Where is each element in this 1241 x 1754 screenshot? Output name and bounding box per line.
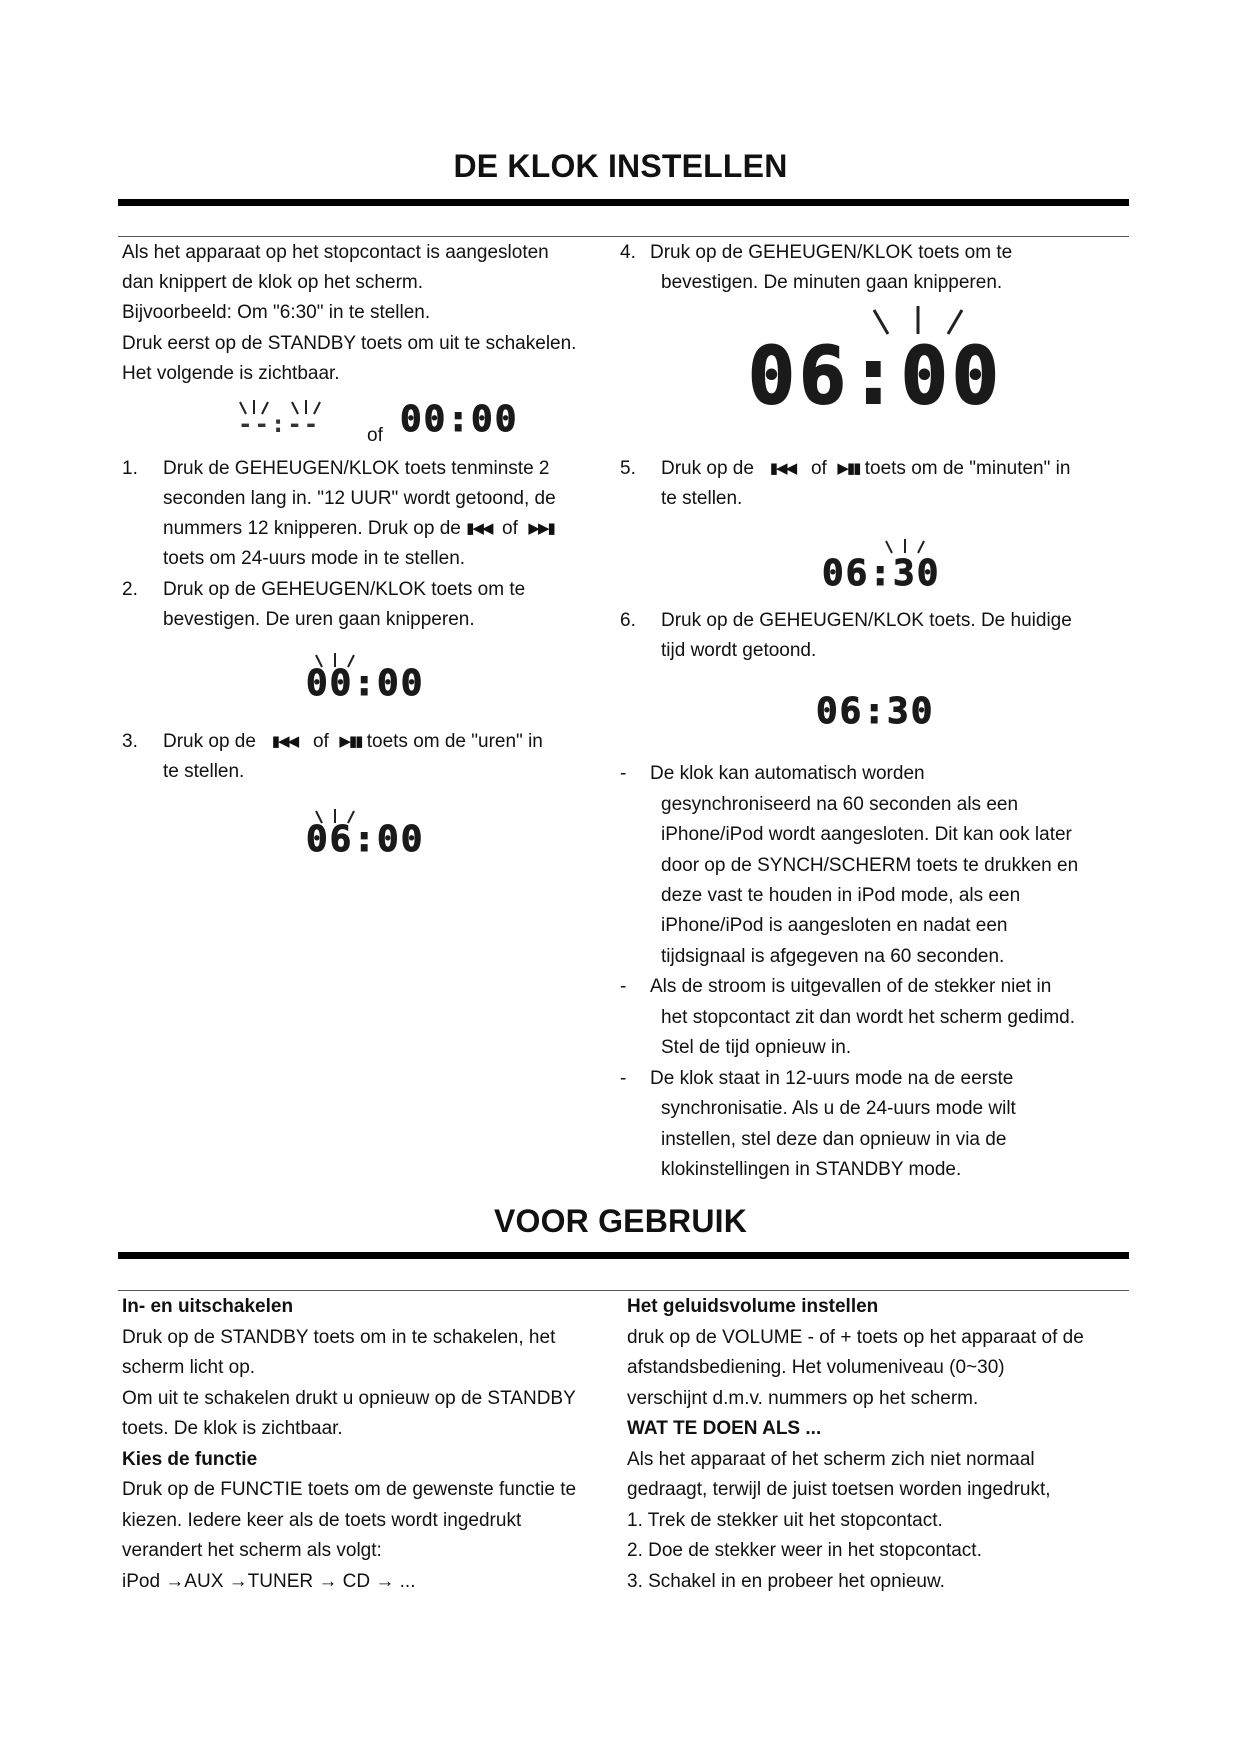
note-dash: - xyxy=(620,1068,627,1089)
step3-text: Druk op de xyxy=(163,731,256,752)
note-line: iPhone/iPod wordt aangesloten. Dit kan ook later xyxy=(661,824,1072,845)
step3-line xyxy=(163,730,543,754)
note-line: door op de SYNCH/SCHERM toets te drukken en xyxy=(661,855,1079,876)
step1-line: toets om 24-uurs mode in te stellen. xyxy=(163,548,466,569)
para-line: verschijnt d.m.v. nummers op het scherm. xyxy=(627,1388,979,1409)
heading-troubleshoot: WAT TE DOEN ALS ... xyxy=(627,1418,822,1439)
note-dash: - xyxy=(620,976,627,997)
note-line: De klok kan automatisch worden xyxy=(650,763,925,784)
note-line: De klok staat in 12-uurs mode na de eerste xyxy=(650,1068,1014,1089)
step4-line: bevestigen. De minuten gaan knipperen. xyxy=(661,272,1003,293)
para-line: Als het apparaat of het scherm zich niet normaal xyxy=(627,1449,1035,1470)
play-pause-icon: ▶▮▮ xyxy=(837,460,860,477)
step2-line: Druk op de GEHEUGEN/KLOK toets om te xyxy=(163,579,526,600)
step1-line xyxy=(163,517,554,541)
step4-line: Druk op de GEHEUGEN/KLOK toets om te xyxy=(650,242,1013,263)
lcd-digits: 06:30 xyxy=(816,691,935,732)
lcd-digits: 06:00 xyxy=(748,332,1003,422)
skip-forward-icon: ▶▶▮ xyxy=(528,520,554,537)
note-line: het stopcontact zit dan wordt het scherm gedimd. xyxy=(661,1007,1075,1028)
para-line: gedraagt, terwijl de juist toetsen worden ingedrukt, xyxy=(627,1479,1051,1500)
step3-text: toets om de "uren" in xyxy=(366,731,543,752)
lcd-digits: 06:30 xyxy=(822,553,941,594)
or-label: of xyxy=(810,458,827,479)
heading-function: Kies de functie xyxy=(122,1449,258,1470)
step-number: 5. xyxy=(620,458,636,479)
section-title-use: VOOR GEBRUIK xyxy=(493,1203,748,1239)
para-line: scherm licht op. xyxy=(122,1357,256,1378)
step6-line: tijd wordt getoond. xyxy=(661,640,817,661)
note-dash: - xyxy=(620,763,627,784)
skip-back-icon: ▮◀◀ xyxy=(271,733,298,750)
section-title-clock: DE KLOK INSTELLEN xyxy=(453,148,788,184)
para-line: toets. De klok is zichtbaar. xyxy=(122,1418,343,1439)
skip-back-icon: ▮◀◀ xyxy=(466,520,492,537)
blink-marks-icon xyxy=(232,398,332,418)
para-line: druk op de VOLUME - of + toets op het apparaat of de xyxy=(627,1327,1084,1348)
para-line: iPod →AUX →TUNER → CD → ... xyxy=(122,1571,416,1592)
note-line: deze vast te houden in iPod mode, als een xyxy=(661,885,1021,906)
para-line: 2. Doe de stekker weer in het stopcontact. xyxy=(627,1540,982,1561)
para-line: 1. Trek de stekker uit het stopcontact. xyxy=(627,1510,943,1531)
para-line: 3. Schakel in en probeer het opnieuw. xyxy=(627,1571,945,1592)
step-number: 6. xyxy=(620,610,636,631)
skip-back-icon: ▮◀◀ xyxy=(769,460,796,477)
note-line: klokinstellingen in STANDBY mode. xyxy=(661,1159,962,1180)
step1-line-text: nummers 12 knipperen. Druk op de xyxy=(163,518,461,539)
heading-power: In- en uitschakelen xyxy=(122,1296,294,1317)
title-rule xyxy=(118,199,1129,206)
step-number: 2. xyxy=(122,579,138,600)
step5-text: Druk op de xyxy=(661,458,754,479)
step6-line: Druk op de GEHEUGEN/KLOK toets. De huidige xyxy=(661,610,1072,631)
lcd-display-step5 xyxy=(822,553,941,594)
step5-line: te stellen. xyxy=(661,488,743,509)
lcd-zero-digits: 00:00 xyxy=(400,399,519,440)
note-line: synchronisatie. Als u de 24-uurs mode wilt xyxy=(661,1098,1016,1119)
intro-line: dan knippert de klok op het scherm. xyxy=(122,272,424,293)
note-line: iPhone/iPod is aangesloten en nadat een xyxy=(661,915,1008,936)
step-number: 1. xyxy=(122,458,138,479)
or-label: of xyxy=(367,425,383,446)
step5-text: toets om de "minuten" in xyxy=(864,458,1071,479)
lcd-digits: 06:00 xyxy=(306,819,425,860)
lcd-display-step3 xyxy=(306,819,425,860)
lcd-blank-digits: --:-- xyxy=(238,410,321,438)
step-number: 3. xyxy=(122,731,138,752)
note-line: Als de stroom is uitgevallen of de stekker niet in xyxy=(650,976,1052,997)
intro-line: Het volgende is zichtbaar. xyxy=(122,363,340,384)
note-line: instellen, stel deze dan opnieuw in via de xyxy=(661,1129,1007,1150)
intro-line: Druk eerst op de STANDBY toets om uit te schakelen. xyxy=(122,333,577,354)
note-line: Stel de tijd opnieuw in. xyxy=(661,1037,852,1058)
or-label: of xyxy=(502,518,518,539)
para-line: kiezen. Iedere keer als de toets wordt ingedrukt xyxy=(122,1510,522,1531)
heading-volume: Het geluidsvolume instellen xyxy=(627,1296,879,1317)
para-line: Druk op de FUNCTIE toets om de gewenste functie te xyxy=(122,1479,577,1500)
para-line: Om uit te schakelen drukt u opnieuw op de STANDBY xyxy=(122,1388,576,1409)
step3-line: te stellen. xyxy=(163,761,245,782)
or-label: of xyxy=(312,731,329,752)
lcd-display-step2 xyxy=(306,663,425,704)
step1-line: seconden lang in. "12 UUR" wordt getoond, de xyxy=(163,488,556,509)
step5-line xyxy=(661,457,1070,481)
section-divider xyxy=(118,236,1129,237)
lcd-display-zero xyxy=(400,399,519,440)
title-rule xyxy=(118,1252,1129,1259)
play-pause-icon: ▶▮▮ xyxy=(339,733,362,750)
intro-line: Als het apparaat op het stopcontact is aangesloten xyxy=(122,242,549,263)
step-number: 4. xyxy=(620,242,636,263)
step1-line: Druk de GEHEUGEN/KLOK toets tenminste 2 xyxy=(163,458,550,479)
lcd-display-step6 xyxy=(816,691,935,732)
para-line: Druk op de STANDBY toets om in te schakelen, het xyxy=(122,1327,556,1348)
step2-line: bevestigen. De uren gaan knipperen. xyxy=(163,609,475,630)
para-line: afstandsbediening. Het volumeniveau (0~30) xyxy=(627,1357,1005,1378)
section-divider xyxy=(118,1290,1129,1291)
note-line: tijdsignaal is afgegeven na 60 seconden. xyxy=(661,946,1005,967)
lcd-digits: 00:00 xyxy=(306,663,425,704)
lcd-display-step4 xyxy=(748,332,1003,422)
intro-line: Bijvoorbeeld: Om "6:30" in te stellen. xyxy=(122,302,431,323)
note-line: gesynchroniseerd na 60 seconden als een xyxy=(661,794,1019,815)
para-line: verandert het scherm als volgt: xyxy=(122,1540,382,1561)
